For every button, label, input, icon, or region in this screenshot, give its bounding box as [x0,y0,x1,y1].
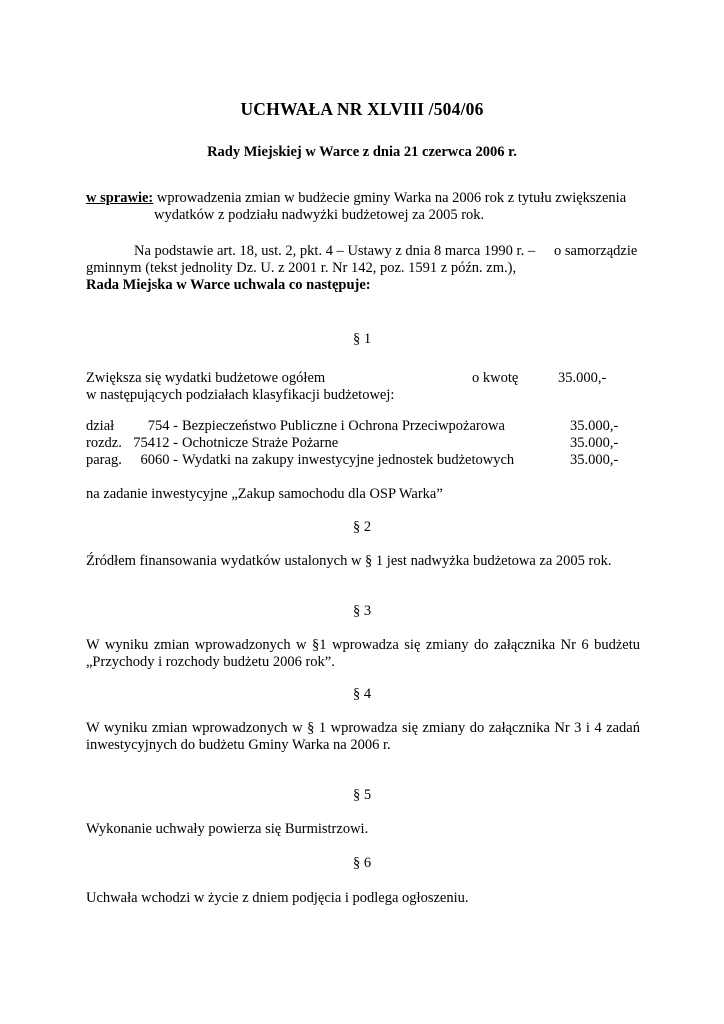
basis-line-3: Rada Miejska w Warce uchwala co następuje: [86,277,371,293]
section-3-heading: § 3 [352,603,372,619]
row-2-amount: 35.000,- [570,435,619,451]
subject-label: w sprawie: [86,190,154,206]
section-3-line-2: „Przychody i rozchody budżetu 2006 rok”. [86,654,335,670]
row-3-name: Wydatki na zakupy inwestycyjne jednostek budżetowych [182,452,515,468]
row-3-kind: parag. [86,452,122,468]
basis-line-2: gminnym (tekst jednolity Dz. U. z 2001 r. Nr 142, poz. 1591 z późn. zm.), [86,260,517,276]
row-2-kind: rozdz. [86,435,122,451]
row-3-code: 6060 - [140,452,178,468]
section-1-intro-line2: w następujących podziałach klasyfikacji budżetowej: [86,387,395,403]
section-5-text: Wykonanie uchwały powierza się Burmistrzowi. [86,821,369,837]
row-1-name: Bezpieczeństwo Publiczne i Ochrona Przeciwpożarowa [182,418,505,434]
section-1-intro-amount: 35.000,- [558,370,607,386]
row-1-code: 754 - [147,418,178,434]
section-3-line-1: W wyniku zmian wprowadzonych w §1 wprowadza się zmiany do załącznika Nr 6 budżetu [86,637,640,653]
basis-line-1b: o samorządzie [554,243,638,259]
section-4-line-2: inwestycyjnych do budżetu Gminy Warka na 2006 r. [86,737,391,753]
section-2-heading: § 2 [352,519,372,535]
section-1-intro-a: Zwiększa się wydatki budżetowe ogółem [86,370,326,386]
row-3-amount: 35.000,- [570,452,619,468]
section-6-text: Uchwała wchodzi w życie z dniem podjęcia i podlega ogłoszeniu. [86,890,469,906]
subject-text-1: wprowadzenia zmian w budżecie gminy Warka na 2006 rok z tytułu zwiększenia [153,190,627,206]
section-4-line-1: W wyniku zmian wprowadzonych w § 1 wprowadza się zmiany do załącznika Nr 3 i 4 zadań [86,720,640,736]
section-2-text: Źródłem finansowania wydatków ustalonych w § 1 jest nadwyżka budżetowa za 2005 rok. [86,553,612,569]
section-1-task: na zadanie inwestycyjne „Zakup samochodu dla OSP Warka” [86,486,443,502]
row-1-amount: 35.000,- [570,418,619,434]
section-6-heading: § 6 [352,855,372,871]
section-5-heading: § 5 [352,787,372,803]
row-2-code: 75412 - [133,435,178,451]
section-1-intro-b: o kwotę [472,370,519,386]
section-1-heading: § 1 [352,331,372,347]
row-2-name: Ochotnicze Straże Pożarne [182,435,339,451]
document-subtitle: Rady Miejskiej w Warce z dnia 21 czerwca 2006 r. [207,144,517,160]
row-1-kind: dział [86,418,115,434]
basis-line-1a: Na podstawie art. 18, ust. 2, pkt. 4 – Ustawy z dnia 8 marca 1990 r. – [134,243,536,259]
section-4-heading: § 4 [352,686,372,702]
subject-line-2: wydatków z podziału nadwyżki budżetowej za 2005 rok. [154,207,485,223]
subject-line-1 [86,190,626,207]
document-title: UCHWAŁA NR XLVIII /504/06 [240,99,484,119]
